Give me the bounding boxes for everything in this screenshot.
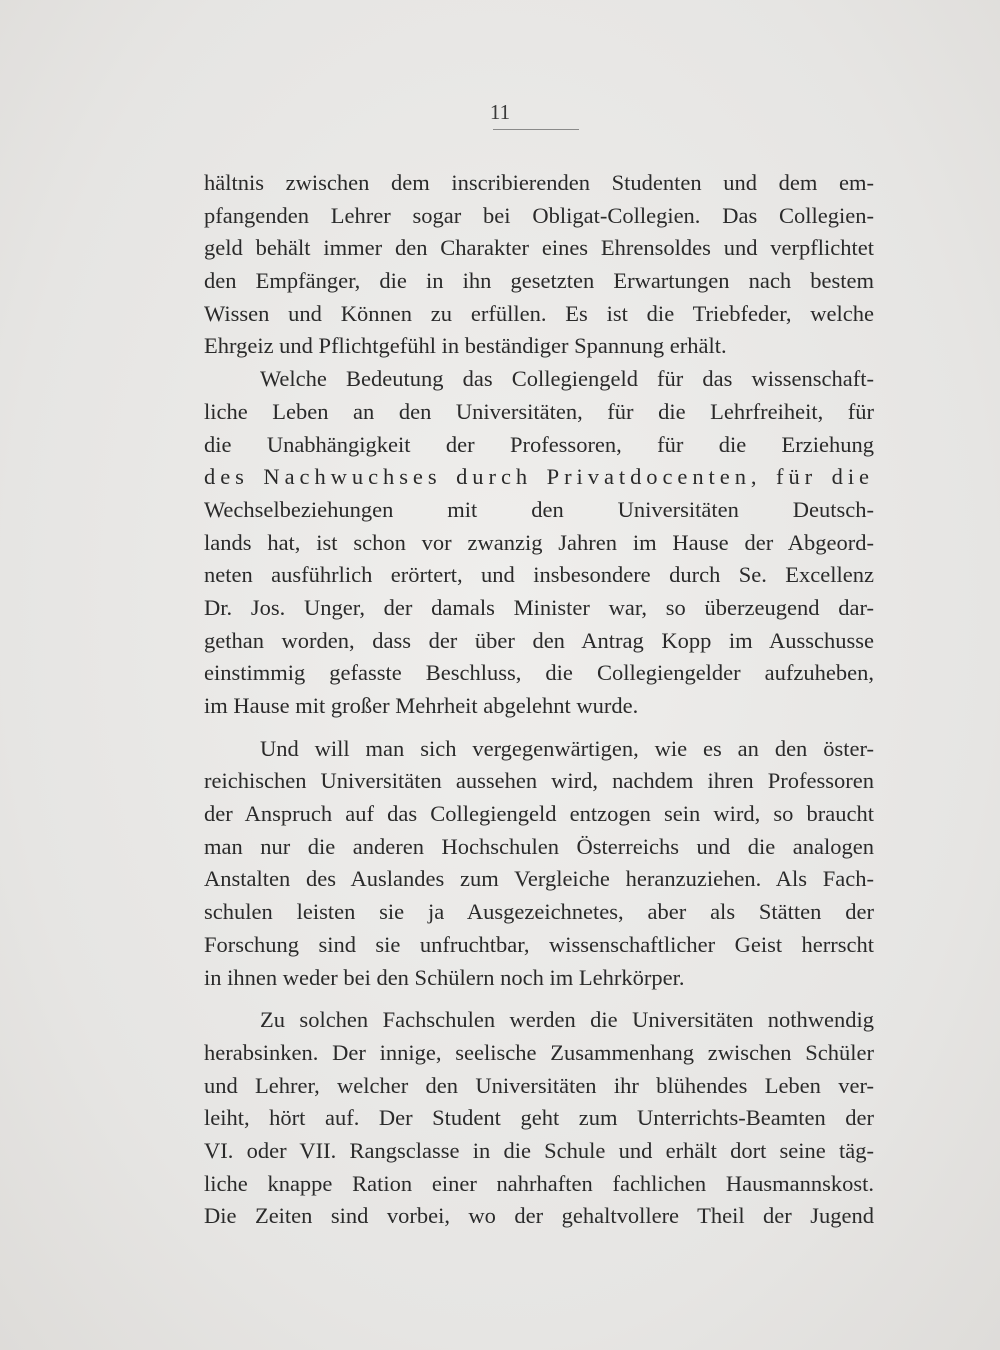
text-line: Wechselbeziehungen mit den Universitäten Deutsch- bbox=[204, 496, 874, 522]
text-line: im Hause mit großer Mehrheit abgelehnt wurde. bbox=[204, 693, 639, 718]
text-line: Welche Bedeutung das Collegiengeld für das wissenschaft- bbox=[260, 366, 874, 392]
text-line: schulen leisten sie ja Ausgezeichnetes, aber als Stätten der bbox=[204, 899, 874, 925]
body-text bbox=[204, 167, 874, 1233]
paragraph bbox=[204, 1004, 874, 1233]
text-line: reichischen Universitäten aussehen wird, nachdem ihren Professoren bbox=[204, 768, 874, 794]
paragraph bbox=[204, 363, 874, 723]
text-line: einstimmig gefasste Beschluss, die Collegiengelder aufzuheben, bbox=[204, 660, 874, 686]
text-line: der Anspruch auf das Collegiengeld entzogen sein wird, so braucht bbox=[204, 801, 874, 827]
page-number: 11 bbox=[489, 100, 511, 124]
text-line: geld behält immer den Charakter eines Ehrensoldes und verpflichtet bbox=[204, 235, 874, 261]
paragraph-gap bbox=[204, 994, 874, 1004]
text-line: in ihnen weder bei den Schülern noch im Lehrkörper. bbox=[204, 964, 685, 990]
text-line: leiht, hört auf. Der Student geht zum Unterrichts-Beamten der bbox=[204, 1105, 874, 1131]
text-line: Ehrgeiz und Pflichtgefühl in beständiger Spannung erhält. bbox=[204, 333, 727, 359]
header-rule bbox=[493, 129, 579, 130]
text-line: VI. oder VII. Rangsclasse in die Schule und erhält dort seine täg- bbox=[204, 1137, 874, 1163]
text-line: Und will man sich vergegenwärtigen, wie es an den öster- bbox=[260, 735, 874, 761]
text-line: hältnis zwischen dem inscribierenden Studenten und dem em- bbox=[204, 170, 874, 195]
paragraph bbox=[204, 733, 874, 995]
text-line: Zu solchen Fachschulen werden die Universitäten nothwendig bbox=[260, 1007, 874, 1033]
text-line: Die Zeiten sind vorbei, wo der gehaltvollere Theil der Jugend bbox=[204, 1203, 874, 1229]
text-line: Anstalten des Auslandes zum Vergleiche heranzuziehen. Als Fach- bbox=[204, 866, 874, 892]
text-line: Dr. Jos. Unger, der damals Minister war, so überzeugend dar- bbox=[204, 594, 874, 620]
paragraph bbox=[204, 167, 874, 363]
text-line: Wissen und Können zu erfüllen. Es ist die Triebfeder, welche bbox=[204, 300, 874, 326]
text-line: man nur die anderen Hochschulen Österreichs und die analogen bbox=[204, 833, 874, 859]
text-line: neten ausführlich erörtert, und insbesondere durch Se. Excellenz bbox=[204, 562, 874, 588]
text-line: den Empfänger, die in ihn gesetzten Erwartungen nach bestem bbox=[204, 268, 874, 294]
text-line: liche Leben an den Universitäten, für die Lehrfreiheit, für bbox=[204, 398, 874, 424]
text-line: und Lehrer, welcher den Universitäten ihr blühendes Leben ver- bbox=[204, 1072, 874, 1098]
text-line: die Unabhängigkeit der Professoren, für die Erziehung bbox=[204, 431, 874, 457]
paragraph-gap bbox=[204, 723, 874, 733]
text-line: des Nachwuchses durch Privatdocenten, für die bbox=[204, 464, 874, 490]
text-line: pfangenden Lehrer sogar bei Obligat-Collegien. Das Collegien- bbox=[204, 202, 874, 228]
text-line: liche knappe Ration einer nahrhaften fachlichen Hausmannskost. bbox=[204, 1170, 874, 1196]
text-line: herabsinken. Der innige, seelische Zusammenhang zwischen Schüler bbox=[204, 1039, 874, 1065]
text-line: lands hat, ist schon vor zwanzig Jahren im Hause der Abgeord- bbox=[204, 529, 874, 555]
text-line: Forschung sind sie unfruchtbar, wissenschaftlicher Geist herrscht bbox=[204, 931, 874, 957]
text-line: gethan worden, dass der über den Antrag Kopp im Ausschusse bbox=[204, 627, 874, 653]
